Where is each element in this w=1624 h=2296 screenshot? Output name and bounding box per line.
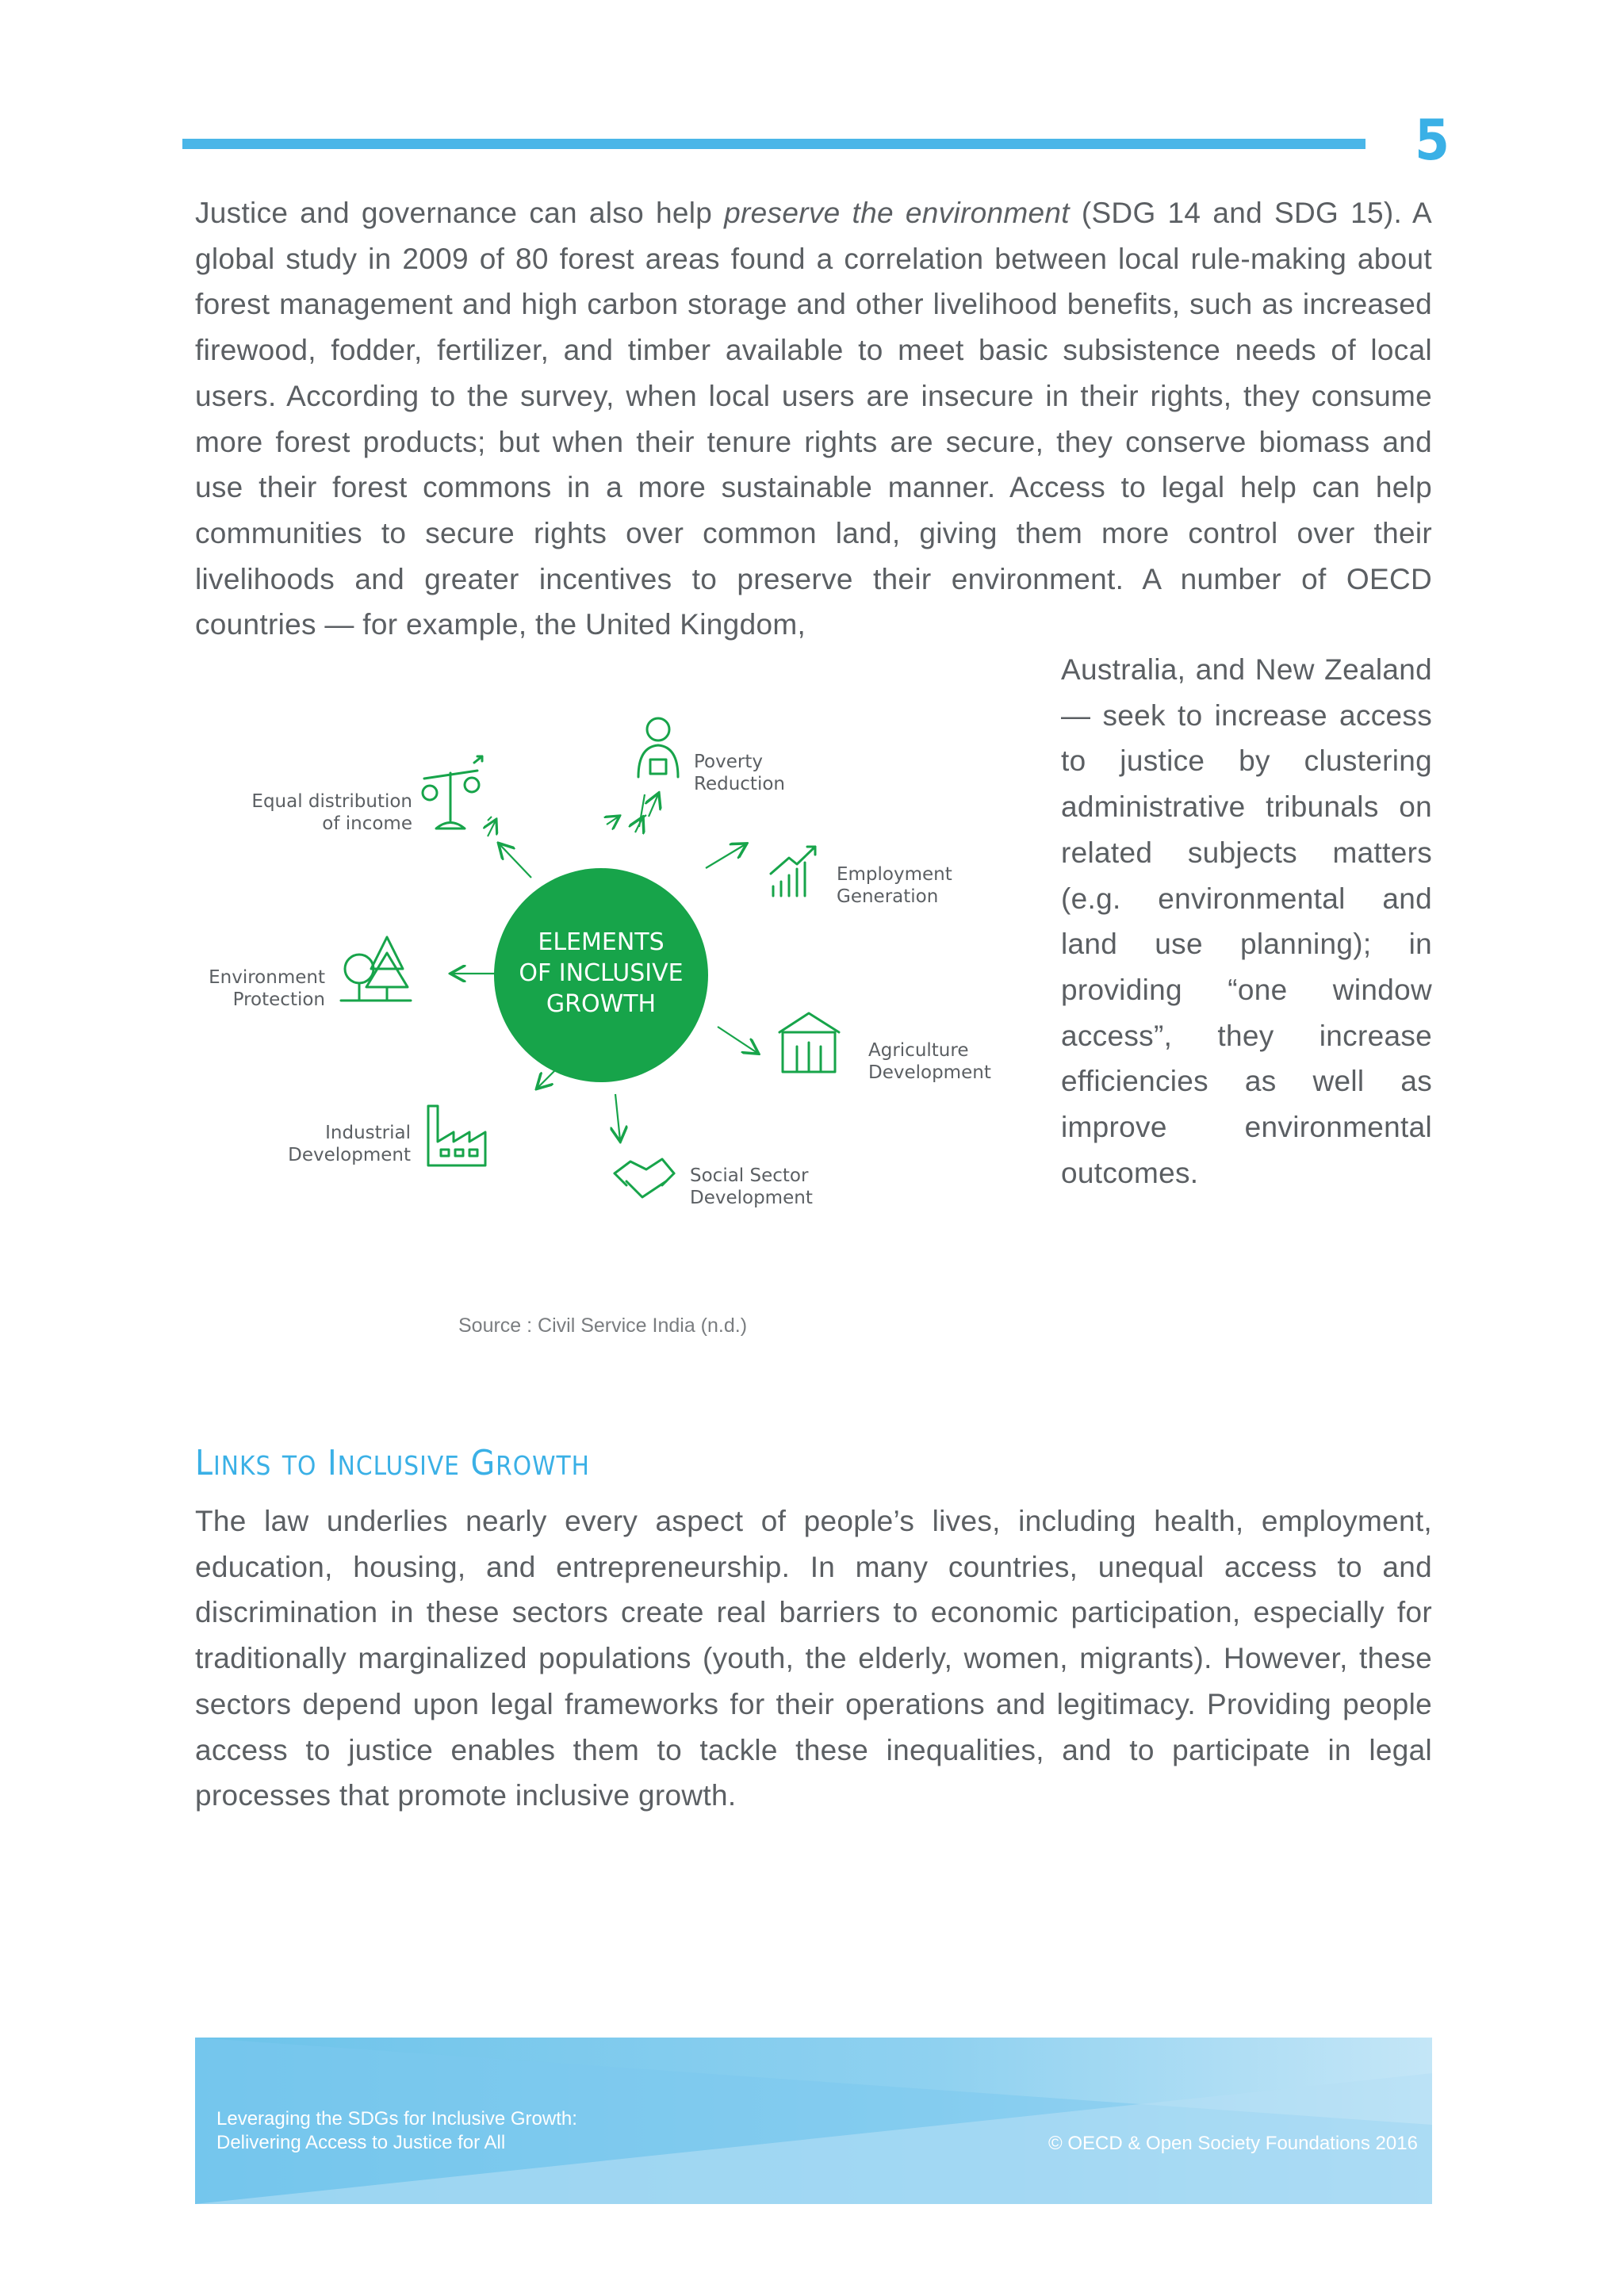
arrow-employment-extra <box>607 817 619 825</box>
emphasis-text: preserve the environment <box>724 197 1070 229</box>
arrow-center-stub <box>488 821 496 836</box>
scales-icon <box>423 756 482 828</box>
arrow-equal-income <box>500 844 531 878</box>
arrow-poverty <box>649 794 658 817</box>
center-line-1: ELEMENTS <box>538 928 665 956</box>
paragraph-environment: Justice and governance can also help preserve the environment (SDG 14 and SDG 15). A global study in 2009 of 80 forest areas found a correlation between local rule-making about forest management and high carbon storage and other livelihood benefits, such as increased firewood, fodder, fertilizer, and timber available to meet basic subsistence needs of local users. According to the survey, when local users are insecure in their rights, they consume more forest products; but when their tenure rights are secure, they conserve biomass and use their forest commons in a more sustainable manner. Access to legal help can help communities to secure rights over common land, giving them more control over their livelihoods and greater incentives to preserve their environment. A number of OECD countries — for example, the United Kingdom, <box>195 197 1432 641</box>
label-industrial-1: Industrial <box>325 1123 411 1143</box>
header-rule <box>182 139 1365 149</box>
center-line-2: OF INCLUSIVE <box>519 959 684 987</box>
label-agriculture-2: Development <box>868 1062 991 1083</box>
label-environment-1: Environment <box>209 967 325 988</box>
arrow-employment <box>706 844 745 868</box>
arrow-tip <box>642 815 646 818</box>
label-poverty-1: Poverty <box>694 752 763 772</box>
paragraph-inclusive-growth: The law underlies nearly every aspect of people’s lives, including health, employment, education, housing, and entrepreneurship. In many countries, unequal access to and discrimination in these sectors create real barriers to economic participation, especially for traditionally marginalized populations (youth, the elderly, women, migrants). However, these sectors depend upon legal frameworks for their operations and legitimacy. Providing people access to justice enables them to tackle these inequalities, and to participate in legal processes that promote inclusive growth. <box>195 1505 1432 1812</box>
label-employment-1: Employment <box>837 864 952 885</box>
label-agriculture-1: Agriculture <box>868 1040 969 1061</box>
label-industrial-2: Development <box>288 1145 411 1165</box>
label-employment-2: Generation <box>837 886 939 907</box>
label-social-2: Development <box>690 1188 813 1208</box>
page-number: 5 <box>1415 108 1450 173</box>
trees-icon <box>341 937 411 1001</box>
arrow-stub <box>488 817 492 821</box>
paragraph-environment-continued: Australia, and New Zealand — seek to increase access to justice by clustering administrative tribunals on related subjects matters (e.g. environmental and land use planning); in providing “one window access”, they increase efficiencies as well as improve environmental outcomes. <box>1061 653 1432 1189</box>
person-icon <box>638 718 678 777</box>
bar-chart-icon <box>771 847 815 896</box>
figure-source: Source : Civil Service India (n.d.) <box>458 1314 748 1337</box>
center-line-3: GROWTH <box>546 990 657 1018</box>
label-equal-2: of income <box>322 813 412 834</box>
inclusive-growth-diagram <box>198 674 1015 1261</box>
barn-icon <box>779 1013 839 1072</box>
arrow-poverty-shaft <box>639 794 645 827</box>
arrow-social <box>615 1094 620 1140</box>
factory-icon <box>428 1106 485 1165</box>
arrow-agriculture-main <box>718 1027 757 1053</box>
footer-copyright: © OECD & Open Society Foundations 2016 <box>1048 2133 1418 2154</box>
section-heading: LINKS TO INCLUSIVE GROWTH <box>195 1443 590 1483</box>
label-poverty-2: Reduction <box>694 774 785 794</box>
footer-title: Leveraging the SDGs for Inclusive Growth: Delivering Access to Justice for All <box>216 2108 577 2153</box>
handshake-icon <box>615 1159 674 1197</box>
label-environment-2: Protection <box>232 989 325 1010</box>
label-equal-1: Equal distribution <box>251 791 412 812</box>
label-social-1: Social Sector <box>690 1165 809 1186</box>
